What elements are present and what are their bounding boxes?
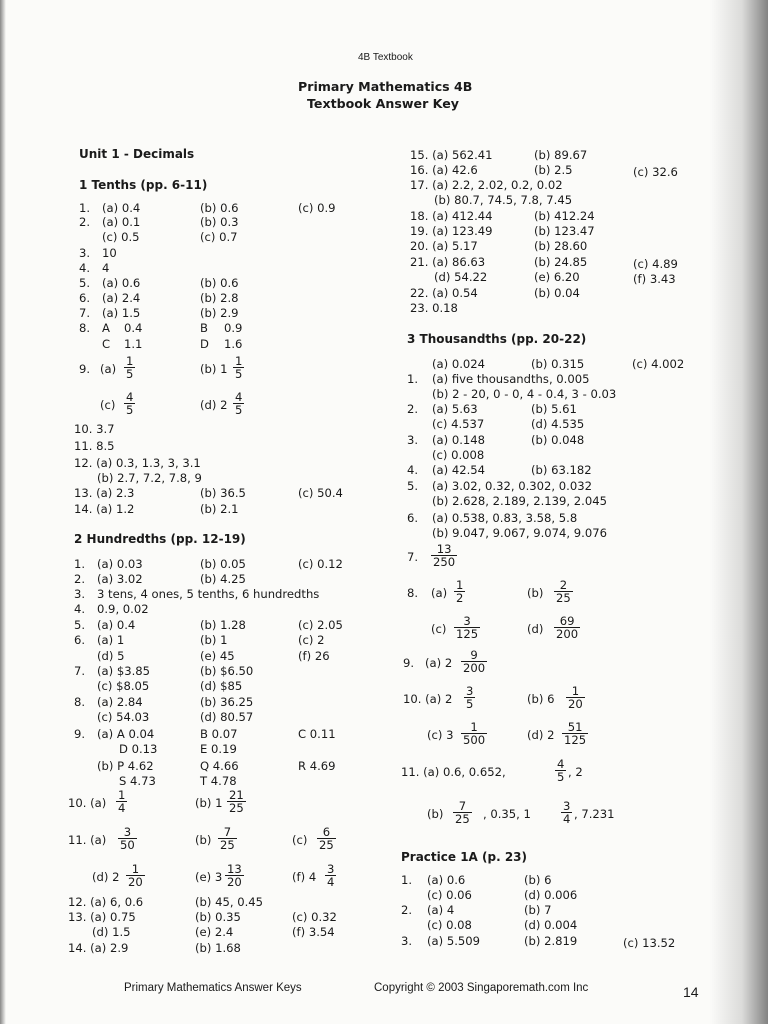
- fraction-numerator: 51: [562, 721, 588, 734]
- page-title: Primary Mathematics 4B: [298, 79, 473, 94]
- fraction: [316, 826, 337, 851]
- answer-text: (b): [195, 833, 212, 847]
- answer-text: (f) 3.43: [633, 272, 676, 286]
- section-heading: Unit 1 - Decimals: [79, 147, 195, 161]
- answer-text: (b) 0.315: [531, 357, 585, 371]
- answer-text: (a) 0.1: [102, 215, 141, 229]
- answer-text: 5.: [407, 479, 419, 493]
- answer-text: C 0.11: [298, 727, 336, 741]
- answer-text: (d): [527, 622, 544, 636]
- answer-text: 9.: [79, 362, 91, 376]
- fraction-numerator: 4: [126, 390, 134, 404]
- answer-text: (b) 0.6: [200, 201, 239, 215]
- fraction-denominator: 125: [456, 627, 479, 641]
- answer-text: (b) 0.6: [200, 276, 239, 290]
- answer-text: 13. (a) 2.3: [74, 486, 135, 500]
- answer-text: (a) 0.4: [97, 618, 136, 632]
- answer-text: E 0.19: [200, 742, 237, 756]
- page-number: 14: [683, 984, 699, 1000]
- fraction-numerator: 69: [554, 615, 580, 628]
- answer-text: (d) 54.22: [434, 270, 488, 284]
- answer-text: (b) 9.047, 9.067, 9.074, 9.076: [432, 526, 607, 540]
- fraction-numerator: 7: [218, 826, 237, 839]
- fraction-numerator: 1: [126, 863, 145, 876]
- answer-text: (b) 2.7, 7.2, 7.8, 9: [97, 471, 202, 485]
- answer-text: (c) 13.52: [623, 936, 676, 950]
- answer-text: D: [200, 337, 209, 351]
- answer-text: 11. (a): [68, 833, 107, 847]
- answer-text: (d) 2: [527, 728, 555, 742]
- answer-text: (a) 5.63: [432, 402, 478, 416]
- fraction: [123, 391, 136, 416]
- answer-text: (c) 0.06: [427, 888, 472, 902]
- fraction-denominator: 25: [319, 838, 334, 852]
- answer-text: (e) 6.20: [534, 270, 580, 284]
- fraction-numerator: 9: [461, 649, 487, 662]
- answer-text: 14. (a) 1.2: [74, 502, 135, 516]
- answer-text: 3.: [79, 246, 91, 260]
- answer-text: (b) 7: [524, 903, 552, 917]
- answer-text: 0.9: [224, 321, 243, 335]
- fraction: [554, 758, 567, 783]
- answer-text: (d) 2: [92, 870, 120, 884]
- answer-text: (a) A 0.04: [97, 727, 155, 741]
- answer-text: (c) 0.008: [432, 448, 485, 462]
- answer-text: S 4.73: [119, 774, 156, 788]
- answer-text: 1.: [74, 557, 86, 571]
- section-heading: Practice 1A (p. 23): [401, 850, 528, 864]
- answer-text: (b) 2.5: [534, 163, 573, 177]
- answer-text: (b) 89.67: [534, 148, 588, 162]
- answer-text: 0.4: [124, 321, 143, 335]
- section-heading: 2 Hundredths (pp. 12-19): [74, 532, 246, 546]
- fraction: [324, 863, 337, 888]
- answer-text: 4.: [407, 463, 419, 477]
- answer-text: (c) 4.537: [432, 417, 485, 431]
- fraction-numerator: 4: [235, 390, 243, 404]
- answer-text: 12. (a) 6, 0.6: [68, 895, 144, 909]
- answer-text: 4.: [74, 602, 86, 616]
- fraction: [232, 391, 245, 416]
- fraction-denominator: 125: [564, 733, 587, 747]
- fraction-denominator: 25: [220, 838, 235, 852]
- answer-text: (b) 2.819: [524, 934, 578, 948]
- answer-text: (a) 0.6: [102, 276, 141, 290]
- answer-text: 22. (a) 0.54: [410, 286, 478, 300]
- answer-text: (b) 2.1: [200, 502, 239, 516]
- answer-text: (a) 2.84: [97, 695, 143, 709]
- answer-text: 6.: [79, 291, 91, 305]
- answer-text: (c) $8.05: [97, 679, 150, 693]
- fraction-numerator: 13: [227, 862, 242, 876]
- answer-text: (a) $3.85: [97, 664, 151, 678]
- section-heading: 1 Tenths (pp. 6-11): [79, 178, 208, 192]
- answer-text: 18. (a) 412.44: [410, 209, 493, 223]
- fraction: [226, 789, 247, 814]
- answer-text: (d) 1.5: [92, 925, 131, 939]
- running-header: 4B Textbook: [358, 52, 413, 63]
- answer-text: 1.: [407, 372, 419, 386]
- answer-text: 1.1: [124, 337, 143, 351]
- answer-text: (b) $6.50: [200, 664, 254, 678]
- answer-text: (b) 1.28: [200, 618, 246, 632]
- answer-text: 19. (a) 123.49: [410, 224, 493, 238]
- fraction-numerator: 1: [126, 354, 134, 368]
- fraction: [463, 685, 476, 710]
- answer-text: 4: [102, 261, 110, 275]
- answer-text: (a) 3.02: [97, 572, 143, 586]
- answer-text: (a) five thousandths, 0.005: [432, 372, 590, 386]
- fraction-denominator: 25: [229, 801, 244, 815]
- footer-copyright: Copyright © 2003 Singaporemath.com Inc: [374, 982, 589, 994]
- fraction-numerator: 2: [554, 579, 573, 592]
- fraction: [565, 685, 586, 710]
- answer-text: 11. (a) 0.6, 0.652,: [401, 765, 506, 779]
- fraction: [553, 615, 581, 640]
- answer-text: (c) 0.32: [292, 910, 337, 924]
- fraction-numerator: 21: [229, 788, 244, 802]
- answer-text: (b) 1: [195, 796, 223, 810]
- fraction: [125, 863, 146, 888]
- answer-text: 1.6: [224, 337, 243, 351]
- answer-text: 7.: [74, 664, 86, 678]
- answer-text: 8.: [74, 695, 86, 709]
- answer-text: 8.: [79, 321, 91, 335]
- answer-text: (c) 50.4: [298, 486, 343, 500]
- answer-text: (b) 2.9: [200, 306, 239, 320]
- fraction-denominator: 25: [556, 591, 571, 605]
- fraction-denominator: 4: [118, 801, 126, 815]
- fraction-denominator: 50: [120, 838, 135, 852]
- fraction-denominator: 20: [227, 875, 242, 889]
- fraction: [117, 826, 138, 851]
- page-subtitle: Textbook Answer Key: [307, 96, 459, 111]
- answer-text: 12. (a) 0.3, 1.3, 3, 3.1: [74, 456, 201, 470]
- fraction: [460, 721, 488, 746]
- answer-text: 10: [102, 246, 117, 260]
- fraction: [232, 355, 245, 380]
- answer-text: (a) 0.538, 0.83, 3.58, 5.8: [432, 511, 578, 525]
- answer-text: , 0.35, 1: [483, 807, 531, 821]
- answer-text: T 4.78: [200, 774, 237, 788]
- fraction: [561, 721, 589, 746]
- answer-text: (b) 123.47: [534, 224, 595, 238]
- answer-text: 6.: [74, 633, 86, 647]
- answer-text: 5.: [74, 618, 86, 632]
- section-heading: 3 Thousandths (pp. 20-22): [407, 332, 587, 346]
- answer-text: 14. (a) 2.9: [68, 941, 129, 955]
- answer-text: (b): [527, 586, 544, 600]
- answer-text: 7.: [79, 306, 91, 320]
- answer-text: 5.: [79, 276, 91, 290]
- fraction-numerator: 6: [317, 826, 336, 839]
- answer-text: (c): [431, 622, 447, 636]
- answer-text: (b) 0.35: [195, 910, 241, 924]
- fraction-numerator: 1: [118, 788, 126, 802]
- answer-text: (c): [100, 398, 116, 412]
- answer-text: (a) 0.148: [432, 433, 486, 447]
- answer-text: (b) 36.25: [200, 695, 254, 709]
- answer-text: (c) 2.05: [298, 618, 343, 632]
- answer-text: (b) 1.68: [195, 941, 241, 955]
- answer-text: (a) 0.6: [427, 873, 466, 887]
- answer-text: , 7.231: [574, 807, 615, 821]
- answer-text: 2.: [401, 903, 413, 917]
- fraction-numerator: 1: [566, 685, 585, 698]
- answer-text: 3 tens, 4 ones, 5 tenths, 6 hundredths: [97, 587, 320, 601]
- fraction-numerator: 3: [466, 684, 474, 698]
- fraction-denominator: 4: [563, 812, 571, 826]
- answer-text: (b) P 4.62: [97, 759, 154, 773]
- fraction-denominator: 200: [463, 661, 486, 675]
- fraction-denominator: 4: [327, 875, 335, 889]
- page-edge-shadow: [710, 0, 768, 1024]
- answer-text: 17. (a) 2.2, 2.02, 0.2, 0.02: [410, 178, 563, 192]
- answer-text: 10. 3.7: [74, 422, 115, 436]
- answer-text: (a) 2: [425, 656, 453, 670]
- answer-text: (b) 0.048: [531, 433, 585, 447]
- answer-text: (d) $85: [200, 679, 243, 693]
- answer-text: (c) 0.9: [298, 201, 336, 215]
- answer-text: 6.: [407, 511, 419, 525]
- answer-text: (b) 28.60: [534, 239, 588, 253]
- fraction-denominator: 200: [556, 627, 579, 641]
- fraction: [115, 789, 128, 814]
- answer-text: (b) 4.25: [200, 572, 246, 586]
- answer-text: (c) 0.12: [298, 557, 343, 571]
- answer-text: (c) 3: [427, 728, 454, 742]
- answer-text: B 0.07: [200, 727, 238, 741]
- fraction-numerator: 7: [453, 800, 472, 813]
- answer-text: Q 4.66: [200, 759, 239, 773]
- fraction-denominator: 2: [456, 591, 464, 605]
- answer-text: B: [200, 321, 208, 335]
- fraction-numerator: 13: [431, 543, 457, 556]
- answer-text: (b) 2.628, 2.189, 2.139, 2.045: [432, 494, 607, 508]
- fraction: [430, 543, 458, 568]
- answer-text: (a) 1.5: [102, 306, 141, 320]
- fraction-numerator: 3: [454, 615, 480, 628]
- answer-text: (b) 0.3: [200, 215, 239, 229]
- fraction: [123, 355, 136, 380]
- answer-text: D 0.13: [119, 742, 158, 756]
- answer-text: C: [102, 337, 111, 351]
- answer-text: (b) 2.8: [200, 291, 239, 305]
- answer-text: 21. (a) 86.63: [410, 255, 486, 269]
- answer-text: 3.: [401, 934, 413, 948]
- fraction-numerator: 3: [118, 826, 137, 839]
- answer-text: (b) 0.05: [200, 557, 246, 571]
- answer-text: 9.: [74, 727, 86, 741]
- fraction: [460, 649, 488, 674]
- fraction: [560, 800, 573, 825]
- answer-text: (b) 24.85: [534, 255, 588, 269]
- answer-text: , 2: [568, 765, 583, 779]
- answer-text: (d) 80.57: [200, 710, 254, 724]
- fraction-numerator: 4: [557, 757, 565, 771]
- answer-text: (c) 2: [298, 633, 325, 647]
- fraction: [553, 579, 574, 604]
- answer-text: (e) 2.4: [195, 925, 234, 939]
- answer-text: (a) 42.54: [432, 463, 486, 477]
- answer-text: 11. 8.5: [74, 439, 115, 453]
- answer-text: 8.: [407, 586, 419, 600]
- answer-text: (a) 1: [97, 633, 125, 647]
- answer-text: (b) 63.182: [531, 463, 592, 477]
- fraction-numerator: 1: [461, 721, 487, 734]
- answer-text: (b) 45, 0.45: [195, 895, 264, 909]
- answer-text: 10. (a): [68, 796, 107, 810]
- answer-text: (a) 2.4: [102, 291, 141, 305]
- fraction-denominator: 5: [466, 697, 474, 711]
- answer-text: (a) 4: [427, 903, 455, 917]
- answer-text: 2.: [79, 215, 91, 229]
- answer-text: 13. (a) 0.75: [68, 910, 136, 924]
- answer-text: 16. (a) 42.6: [410, 163, 478, 177]
- answer-text: (f) 26: [298, 649, 330, 663]
- answer-text: (c) 0.08: [427, 918, 472, 932]
- answer-text: 9.: [403, 656, 415, 670]
- answer-text: R 4.69: [298, 759, 336, 773]
- answer-text: (b) 80.7, 74.5, 7.8, 7.45: [434, 193, 573, 207]
- answer-text: (a): [100, 362, 117, 376]
- answer-text: (a) 3.02, 0.32, 0.302, 0.032: [432, 479, 592, 493]
- answer-text: (d) 5: [97, 649, 125, 663]
- answer-text: (c) 54.03: [97, 710, 150, 724]
- fraction-denominator: 500: [463, 733, 486, 747]
- answer-text: (d) 2: [200, 398, 228, 412]
- answer-text: (c) 0.5: [102, 230, 140, 244]
- fraction: [224, 863, 245, 888]
- answer-text: 3.: [74, 587, 86, 601]
- answer-text: (d) 0.004: [524, 918, 578, 932]
- answer-text: (c) 0.7: [200, 230, 238, 244]
- fraction-denominator: 25: [455, 812, 470, 826]
- fraction-denominator: 5: [235, 403, 243, 417]
- answer-text: 23. 0.18: [410, 301, 458, 315]
- fraction-numerator: 1: [456, 578, 464, 592]
- answer-text: 20. (a) 5.17: [410, 239, 478, 253]
- answer-text: (a) 0.03: [97, 557, 143, 571]
- answer-text: (b) 2 - 20, 0 - 0, 4 - 0.4, 3 - 0.03: [432, 387, 617, 401]
- answer-text: (e) 45: [200, 649, 235, 663]
- answer-text: (a) 0.024: [432, 357, 486, 371]
- answer-text: (d) 0.006: [524, 888, 578, 902]
- answer-text: (b) 6: [527, 692, 555, 706]
- answer-text: (b): [427, 807, 444, 821]
- answer-text: (c) 32.6: [633, 165, 678, 179]
- fraction-denominator: 20: [568, 697, 583, 711]
- answer-text: 2.: [74, 572, 86, 586]
- answer-text: (a) 0.4: [102, 201, 141, 215]
- answer-text: (c) 4.002: [632, 357, 685, 371]
- answer-text: 15. (a) 562.41: [410, 148, 493, 162]
- answer-text: 1.: [401, 873, 413, 887]
- answer-text: (e) 3: [195, 870, 223, 884]
- answer-text: (b) 6: [524, 873, 552, 887]
- fraction: [217, 826, 238, 851]
- footer-left: Primary Mathematics Answer Keys: [124, 982, 302, 994]
- answer-text: 7.: [407, 550, 419, 564]
- fraction-denominator: 5: [126, 367, 134, 381]
- answer-text: (b) 5.61: [531, 402, 577, 416]
- fraction: [453, 579, 466, 604]
- answer-text: (f) 4: [292, 870, 317, 884]
- answer-text: 3.: [407, 433, 419, 447]
- fraction: [453, 615, 481, 640]
- answer-text: (c) 4.89: [633, 257, 678, 271]
- fraction-denominator: 5: [126, 403, 134, 417]
- fraction-denominator: 250: [433, 555, 456, 569]
- fraction-numerator: 3: [327, 862, 335, 876]
- answer-text: (f) 3.54: [292, 925, 335, 939]
- fraction-numerator: 1: [235, 354, 243, 368]
- fraction-denominator: 5: [235, 367, 243, 381]
- page-binding-shadow: [0, 0, 6, 1024]
- fraction: [452, 800, 473, 825]
- answer-text: A: [102, 321, 110, 335]
- answer-text: 2.: [407, 402, 419, 416]
- answer-text: 4.: [79, 261, 91, 275]
- answer-text: (d) 4.535: [531, 417, 585, 431]
- fraction-denominator: 5: [557, 770, 565, 784]
- answer-text: 0.9, 0.02: [97, 602, 149, 616]
- answer-text: (b) 412.24: [534, 209, 595, 223]
- answer-text: (b) 36.5: [200, 486, 246, 500]
- answer-text: (b) 1: [200, 362, 228, 376]
- fraction-numerator: 3: [563, 799, 571, 813]
- answer-text: (a): [431, 586, 448, 600]
- answer-text: 1.: [79, 201, 91, 215]
- answer-text: (b) 0.04: [534, 286, 580, 300]
- answer-text: 10. (a) 2: [403, 692, 453, 706]
- answer-text: (c): [292, 833, 308, 847]
- fraction-denominator: 20: [128, 875, 143, 889]
- answer-text: (b) 1: [200, 633, 228, 647]
- answer-text: (a) 5.509: [427, 934, 481, 948]
